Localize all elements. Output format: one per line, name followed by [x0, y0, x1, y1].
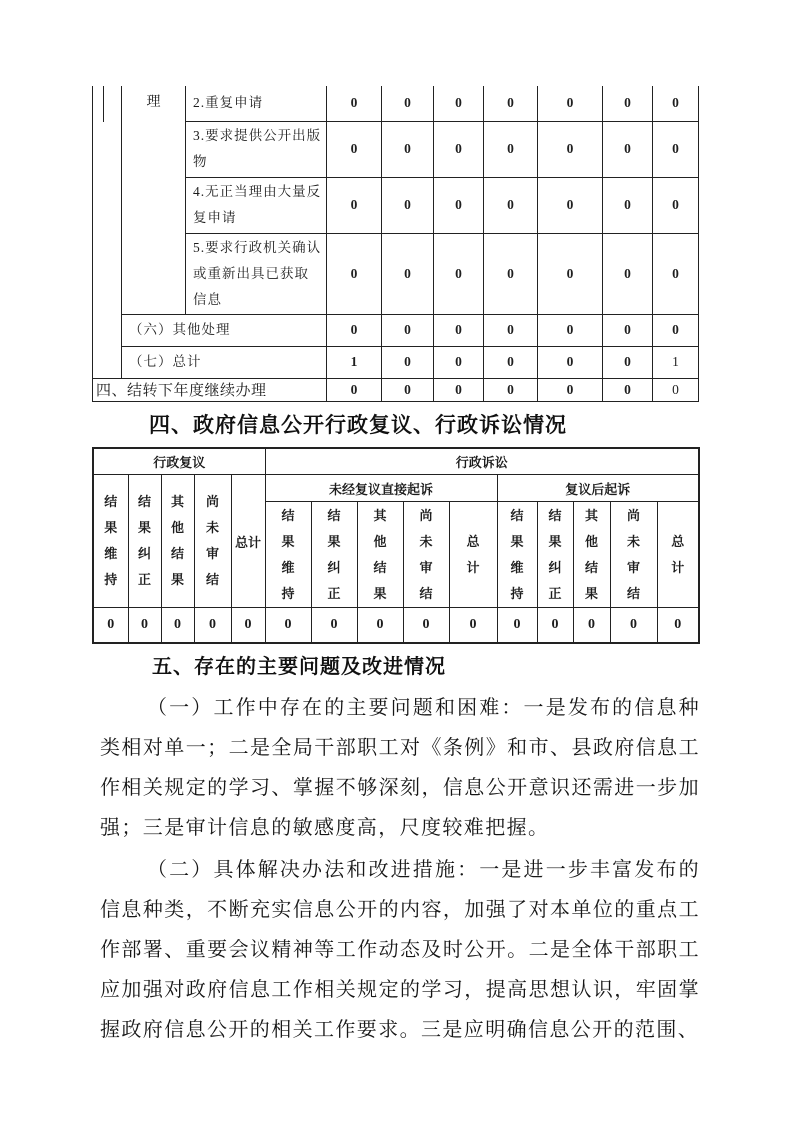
- row-label: 4.无正当理由大量反复申请: [186, 177, 327, 233]
- column-header: [265, 502, 311, 608]
- column-header-text: 其他结果: [584, 507, 598, 601]
- application-handling-table: [92, 86, 699, 402]
- value-cell: 0: [311, 608, 357, 643]
- row-label: 3.要求提供公开出版物: [186, 121, 327, 177]
- value-cell: 0: [484, 177, 538, 233]
- value-cell: 0: [484, 233, 538, 314]
- value-cell: 0: [538, 346, 603, 378]
- table-cut-border: [103, 86, 104, 122]
- column-header: [161, 475, 194, 608]
- column-header-text: 结果维持: [104, 494, 118, 587]
- value-cell: 0: [327, 378, 382, 401]
- row-label: （七）总计: [122, 346, 327, 378]
- value-cell: 0: [657, 608, 699, 643]
- section-heading-problems-improvements: 五、存在的主要问题及改进情况: [152, 655, 446, 678]
- column-header-text: 结果纠正: [548, 507, 562, 601]
- value-cell: 0: [653, 314, 699, 346]
- value-cell: 0: [434, 177, 484, 233]
- review-lawsuit-table: [92, 447, 700, 644]
- value-cell: 0: [484, 86, 538, 121]
- value-cell: 0: [603, 346, 653, 378]
- value-cell: 0: [434, 346, 484, 378]
- row-group-spacer-cell: [93, 86, 122, 378]
- column-header-text: 总计: [466, 533, 480, 575]
- column-header: [128, 475, 161, 608]
- column-header: [573, 502, 610, 608]
- table-row: [93, 608, 699, 643]
- value-cell: 0: [382, 314, 434, 346]
- value-cell: 0: [403, 608, 449, 643]
- value-cell: 0: [327, 86, 382, 121]
- value-cell: 0: [537, 608, 573, 643]
- value-cell: 0: [434, 86, 484, 121]
- value-cell: 0: [538, 378, 603, 401]
- column-header: [403, 502, 449, 608]
- table-row: [93, 86, 699, 121]
- column-header-text: 其他结果: [373, 507, 387, 601]
- table-row: [93, 314, 699, 346]
- value-cell: 0: [327, 233, 382, 314]
- value-cell: 0: [128, 608, 161, 643]
- column-header-total: [449, 502, 497, 608]
- value-cell: 0: [538, 177, 603, 233]
- column-header: [537, 502, 573, 608]
- value-cell: 1: [653, 346, 699, 378]
- value-cell: 0: [603, 314, 653, 346]
- column-header: [311, 502, 357, 608]
- column-header-text: 结果维持: [281, 507, 295, 601]
- value-cell: 0: [327, 314, 382, 346]
- value-cell: 0: [603, 378, 653, 401]
- column-header-text: 结果纠正: [137, 494, 151, 587]
- table-row: [93, 346, 699, 378]
- value-cell: 0: [449, 608, 497, 643]
- column-header-total: 总计: [231, 475, 265, 608]
- value-cell: 0: [194, 608, 231, 643]
- value-cell: 1: [327, 346, 382, 378]
- value-cell: 0: [93, 608, 128, 643]
- column-header: [194, 475, 231, 608]
- value-cell: 0: [484, 314, 538, 346]
- section-heading-administrative-review: 四、政府信息公开行政复议、行政诉讼情况: [149, 413, 567, 437]
- value-cell: 0: [484, 121, 538, 177]
- value-cell: 0: [382, 86, 434, 121]
- column-group-lawsuit: 行政诉讼: [265, 448, 699, 475]
- value-cell: 0: [484, 346, 538, 378]
- table-row: [93, 448, 699, 475]
- value-cell: 0: [382, 346, 434, 378]
- value-cell: 0: [653, 378, 699, 401]
- column-header-text: 尚未审结: [419, 507, 433, 601]
- value-cell: 0: [382, 177, 434, 233]
- column-header: [357, 502, 403, 608]
- value-cell: 0: [603, 177, 653, 233]
- value-cell: 0: [484, 378, 538, 401]
- column-header: [610, 502, 657, 608]
- column-group-review: 行政复议: [93, 448, 265, 475]
- value-cell: 0: [434, 314, 484, 346]
- column-header-text: 尚未审结: [626, 507, 640, 601]
- column-header-text: 结果纠正: [327, 507, 341, 601]
- value-cell: 0: [382, 378, 434, 401]
- value-cell: 0: [231, 608, 265, 643]
- value-cell: 0: [603, 86, 653, 121]
- row-label: （六）其他处理: [122, 314, 327, 346]
- value-cell: 0: [653, 233, 699, 314]
- column-subgroup-direct-lawsuit: 未经复议直接起诉: [265, 475, 497, 502]
- value-cell: 0: [538, 314, 603, 346]
- value-cell: 0: [161, 608, 194, 643]
- column-header: [93, 475, 128, 608]
- value-cell: 0: [538, 121, 603, 177]
- value-cell: 0: [653, 86, 699, 121]
- column-subgroup-after-review-lawsuit: 复议后起诉: [497, 475, 699, 502]
- table-row: [93, 475, 699, 502]
- row-group-label-fragment: 理: [122, 86, 186, 314]
- column-header-text: 尚未审结: [205, 494, 219, 587]
- value-cell: 0: [434, 378, 484, 401]
- value-cell: 0: [327, 177, 382, 233]
- value-cell: 0: [538, 86, 603, 121]
- value-cell: 0: [357, 608, 403, 643]
- column-header-total: [657, 502, 699, 608]
- value-cell: 0: [382, 233, 434, 314]
- value-cell: 0: [653, 177, 699, 233]
- value-cell: 0: [538, 233, 603, 314]
- value-cell: 0: [653, 121, 699, 177]
- value-cell: 0: [382, 121, 434, 177]
- value-cell: 0: [265, 608, 311, 643]
- value-cell: 0: [434, 121, 484, 177]
- value-cell: 0: [610, 608, 657, 643]
- value-cell: 0: [573, 608, 610, 643]
- row-label: 2.重复申请: [186, 86, 327, 121]
- column-header-text: 总计: [671, 533, 685, 575]
- value-cell: 0: [327, 121, 382, 177]
- value-cell: 0: [497, 608, 537, 643]
- table-row: [93, 378, 699, 401]
- row-label: 5.要求行政机关确认或重新出具已获取信息: [186, 233, 327, 314]
- value-cell: 0: [603, 233, 653, 314]
- paragraph-improvements: （二）具体解决办法和改进措施：一是进一步丰富发布的信息种类，不断充实信息公开的内容，加强了对本单位的重点工作部署、重要会议精神等工作动态及时公开。二是全体干部职工应加强对政府信息工作相关规定的学习，提高思想认识，牢固掌握政府信息公开的相关工作要求。三是应明确信息公开的范围、: [100, 858, 700, 1041]
- column-header-text: 其他结果: [170, 494, 184, 587]
- value-cell: 0: [434, 233, 484, 314]
- row-label: 四、结转下年度继续办理: [93, 378, 327, 401]
- column-header: [497, 502, 537, 608]
- paragraph-problems: （一）工作中存在的主要问题和困难：一是发布的信息种类相对单一；二是全局干部职工对《条例》和市、县政府信息工作相关规定的学习、掌握不够深刻，信息公开意识还需进一步加强；三是审计信息的敏感度高，尺度较难把握。: [100, 696, 700, 839]
- value-cell: 0: [603, 121, 653, 177]
- column-header-text: 结果维持: [510, 507, 524, 601]
